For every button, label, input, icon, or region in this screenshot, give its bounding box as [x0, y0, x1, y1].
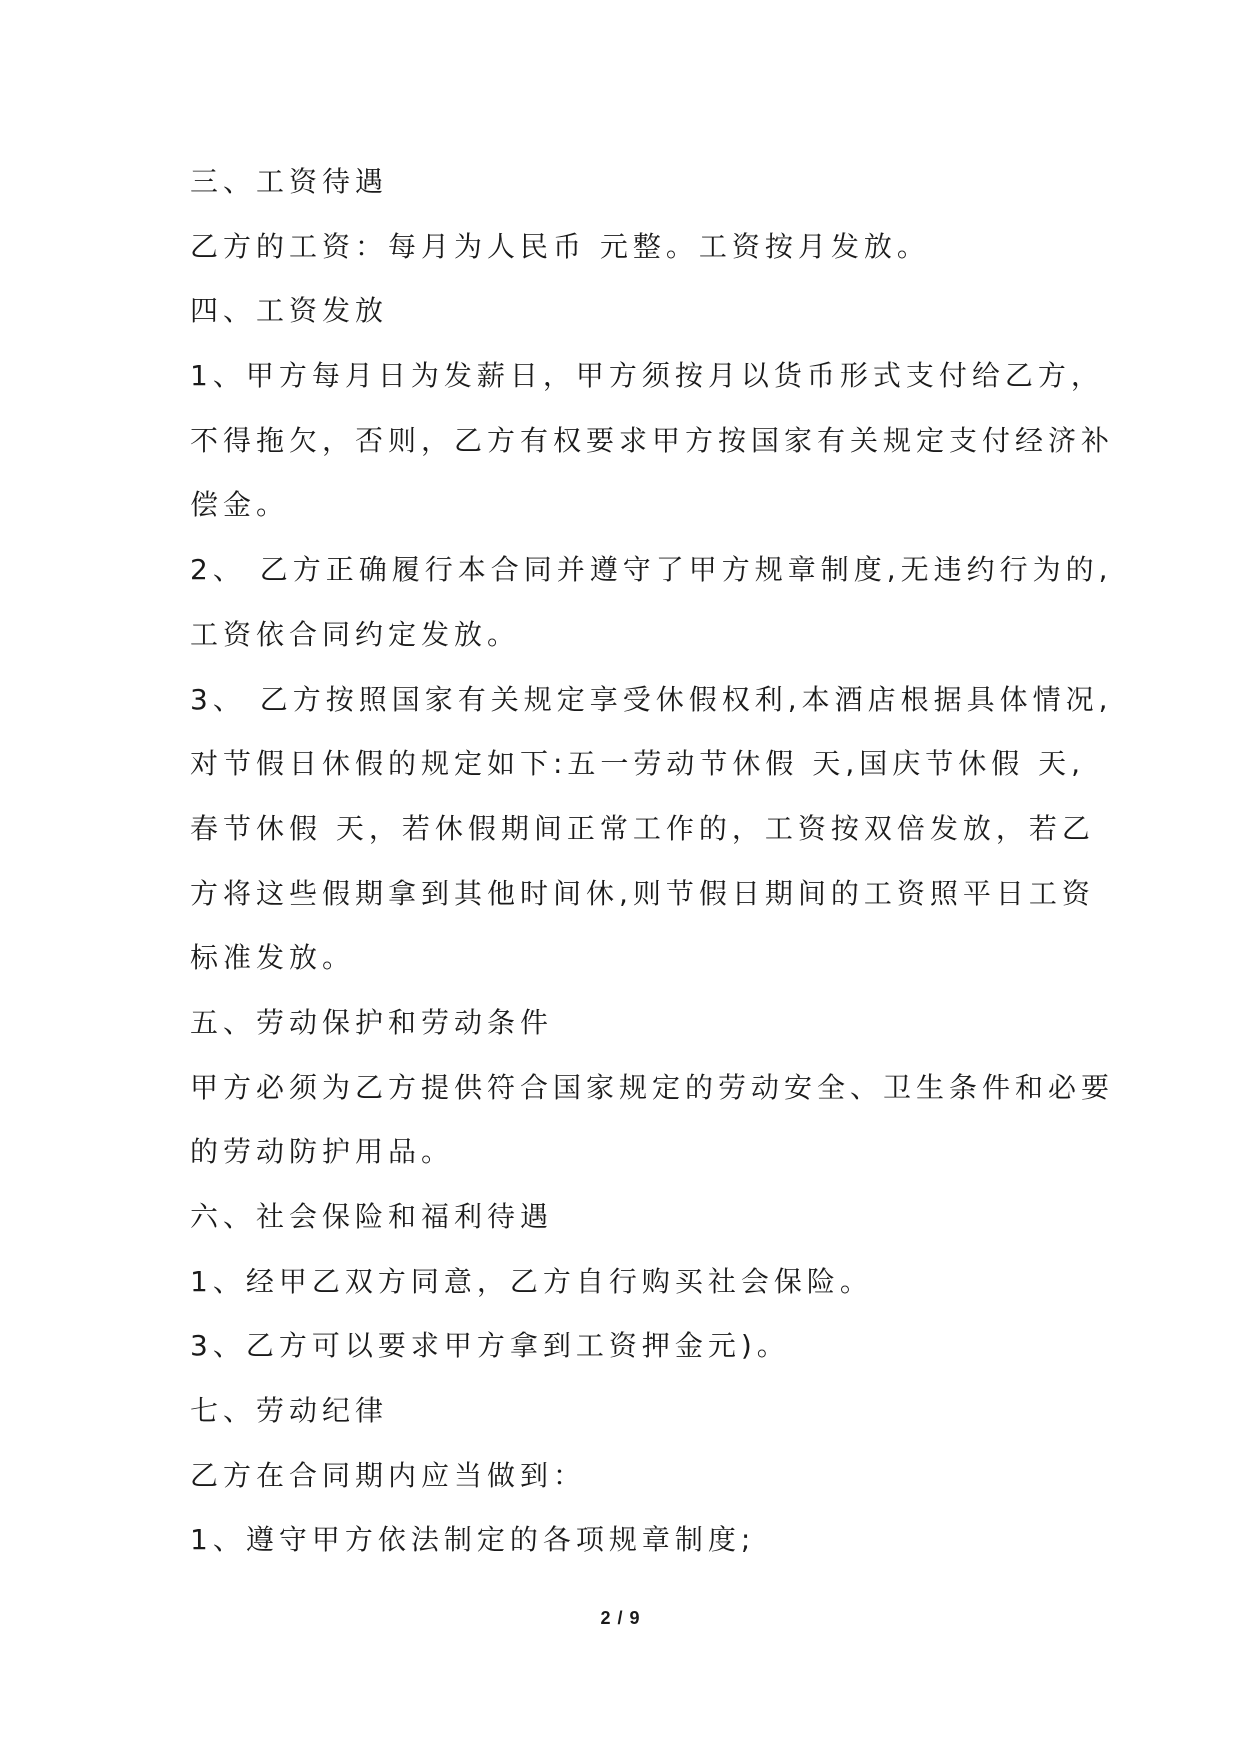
paragraph-line: 方将这些假期拿到其他时间休,则节假日期间的工资照平日工资 — [190, 876, 1095, 910]
paragraph-line: 偿金。 — [190, 488, 290, 522]
section-heading-social-insurance: 六、社会保险和福利待遇 — [190, 1200, 554, 1233]
paragraph-line: 不得拖欠，否则，乙方有权要求甲方按国家有关规定支付经济补 — [190, 423, 1115, 457]
paragraph-line: 对节假日休假的规定如下:五一劳动节休假 天,国庆节休假 天, — [190, 747, 1086, 781]
paragraph-line: 2、 乙方正确履行本合同并遵守了甲方规章制度,无违约行为的, — [190, 553, 1113, 587]
paragraph-line: 1、甲方每月日为发薪日，甲方须按月以货币形式支付给乙方， — [190, 359, 1104, 393]
paragraph-line: 乙方在合同期内应当做到： — [190, 1458, 587, 1492]
section-heading-labor-discipline: 七、劳动纪律 — [190, 1394, 389, 1428]
paragraph-line: 3、乙方可以要求甲方拿到工资押金元)。 — [190, 1329, 790, 1363]
paragraph-line: 春节休假 天，若休假期间正常工作的，工资按双倍发放，若乙 — [190, 811, 1095, 845]
paragraph-line: 标准发放。 — [190, 941, 356, 975]
section-heading-labor-protection: 五、劳动保护和劳动条件 — [190, 1005, 554, 1039]
section-heading-wage-payment: 四、工资发放 — [190, 294, 389, 328]
paragraph-line: 3、 乙方按照国家有关规定享受休假权利,本酒店根据具体情况, — [190, 682, 1113, 716]
paragraph-line: 乙方的工资：每月为人民币 元整。工资按月发放。 — [190, 229, 930, 263]
page-number: 2 / 9 — [600, 1608, 641, 1628]
paragraph-line: 1、遵守甲方依法制定的各项规章制度; — [190, 1523, 756, 1557]
paragraph-line: 工资依合同约定发放。 — [190, 617, 521, 651]
paragraph-line: 甲方必须为乙方提供符合国家规定的劳动安全、卫生条件和必要 — [190, 1070, 1115, 1104]
paragraph-line: 的劳动防护用品。 — [190, 1135, 455, 1169]
section-heading-wages: 三、工资待遇 — [190, 165, 389, 198]
document-body — [190, 150, 1115, 1573]
paragraph-line: 1、经甲乙双方同意，乙方自行购买社会保险。 — [190, 1264, 873, 1298]
